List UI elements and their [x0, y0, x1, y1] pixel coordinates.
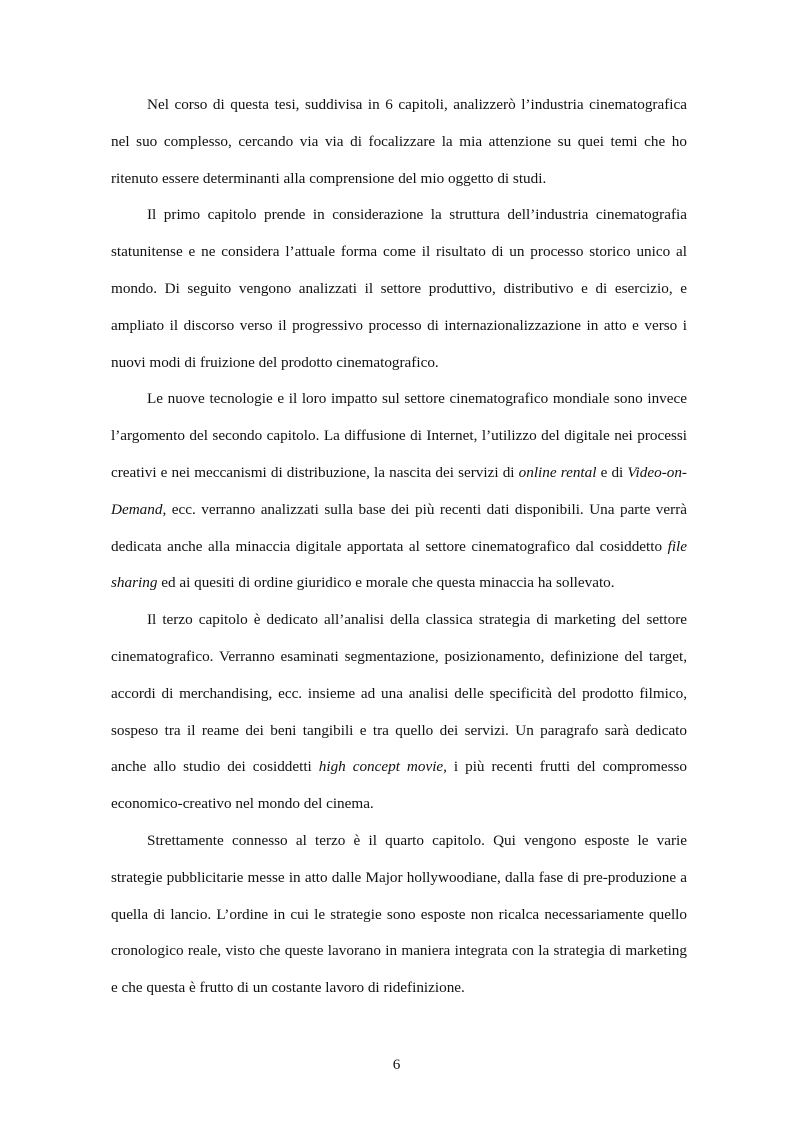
italic-term: file sharing: [111, 537, 687, 592]
paragraph-4: [111, 602, 687, 823]
text-run: e di: [596, 463, 628, 481]
document-body: [111, 87, 687, 1007]
paragraph-2: [111, 197, 687, 381]
text-run: Il terzo capitolo è dedicato all’analisi della classica strategia di marketing del settore cinematografico. Verranno esaminati segmentazione, posizionamento, definizione del target, accordi di merchandising, ecc. insieme ad una analisi delle specificità del prodotto filmico, sospeso tra il reame dei beni tangibili e tra quello dei servizi. Un paragrafo sarà dedicato anche allo studio dei cosiddetti: [111, 611, 687, 776]
italic-term: high concept movie,: [318, 758, 447, 776]
text-run: i più recenti frutti del compromesso economico-creativo nel mondo del cinema.: [111, 758, 687, 813]
text-run: ecc. verranno analizzati sulla base dei più recenti dati disponibili. Una parte verrà dedicata anche alla minaccia digitale apportata al settore cinematografico dal cosiddetto: [111, 500, 687, 555]
italic-term: Video-on-Demand,: [111, 463, 687, 518]
page-number: 6: [392, 1056, 401, 1073]
text-run: ed ai quesiti di ordine giuridico e morale che questa minaccia ha sollevato.: [157, 574, 615, 592]
text-run: Nel corso di questa tesi, suddivisa in 6 capitoli, analizzerò l’industria cinematografica nel suo complesso, cercando via via di focalizzare la mia attenzione su quei temi che ho ritenuto essere determinanti alla comprensione del mio oggetto di studi.: [111, 96, 687, 187]
text-run: Il primo capitolo prende in considerazione la struttura dell’industria cinematografia statunitense e ne considera l’attuale forma come il risultato di un processo storico unico al mondo. Di seguito vengono analizzati il settore produttivo, distributivo e di esercizio, e ampliato il discorso verso il progressivo processo di internazionalizzazione in atto e verso i nuovi modi di fruizione del prodotto cinematografico.: [111, 206, 687, 371]
text-run: Le nuove tecnologie e il loro impatto sul settore cinematografico mondiale sono invece l’argomento del secondo capitolo. La diffusione di Internet, l’utilizzo del digitale nei processi creativi e nei meccanismi di distribuzione, la nascita dei servizi di: [111, 390, 687, 481]
text-run: Strettamente connesso al terzo è il quarto capitolo. Qui vengono esposte le varie strategie pubblicitarie messe in atto dalle Major hollywoodiane, dalla fase di pre-produzione a quella di lancio. L’ordine in cui le strategie sono esposte non ricalca necessariamente quello cronologico reale, visto che queste lavorano in maniera integrata con la strategia di marketing e che questa è frutto di un costante lavoro di ridefinizione.: [111, 831, 687, 997]
paragraph-5: [111, 823, 687, 1007]
paragraph-3: [111, 381, 687, 602]
paragraph-1: [111, 87, 687, 197]
italic-term: online rental: [518, 463, 597, 481]
